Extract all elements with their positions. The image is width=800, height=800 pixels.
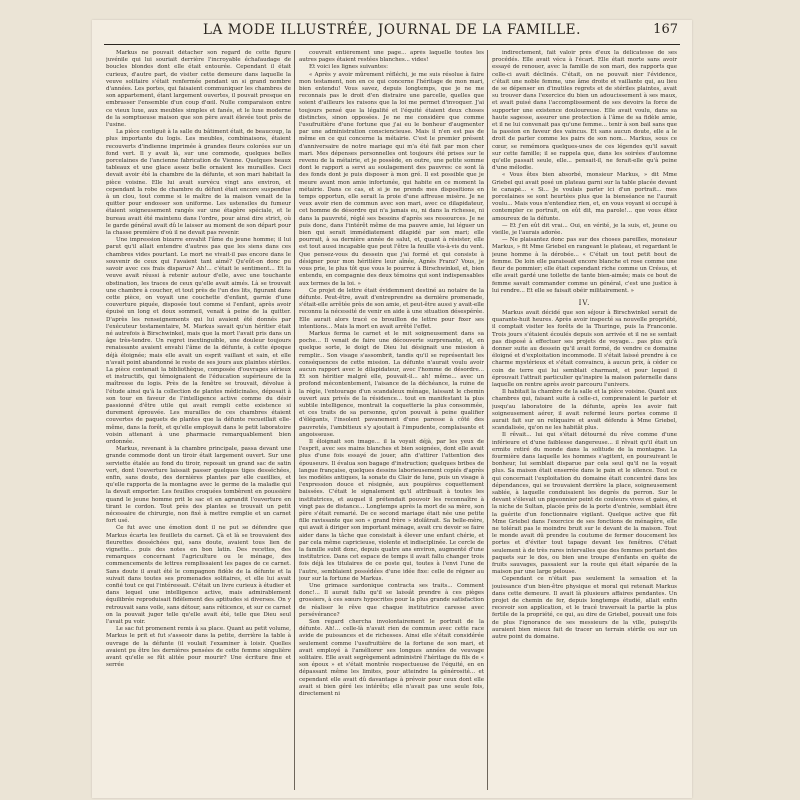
paragraph: Et voici les lignes suivantes: — [309, 64, 388, 71]
paragraph: Son regard chercha involontairement le portrait de la défunte. Ah!... celle-là n'avait rien de commun avec cette race avide de puissances et de richesses. Ainsi elle s'était considérée seulement comme l'usufruitière de la fortune de son mari, et avait employé à l'améliorer ses longues années de veuvage solitaire. Elle avait segrègement administré l'héritage du fils de « son époux » et s'était montrée respectueuse de l'équité, en en dépassant même les limites, pour atteindre la générosité... et cependant elle avait dû davantage à prévoir pour ceux dont elle avait si bien géré les intérêts; elle n'avait pas une seule fois, directement ni — [299, 619, 484, 698]
paragraph: « Après y avoir mûrement réfléchi, je me suis résolue à faire mon testament, non en ce qui concerne l'héritage de mon mari, bien entendu! Vous savez, depuis longtemps, que je ne me reconnais pas le droit d'en distraire une parcelle, quelles que soient d'ailleurs les raisons que la loi me permet d'invoquer. J'ai toujours pensé que la légalité et l'équité étaient deux choses distinctes, sinon opposées. Je ne me considère que comme l'usufruitière d'une fortune que j'ai eu le bonheur d'augmenter par une administration consciencieuse. Mais il n'en est pas de même en ce qui concerne la métairie. C'est le premier présent d'anniversaire de notre mariage qui m'a été fait par mon cher mari. Mes dépenses personnelles ont toujours été prises sur le revenu de la métairie, et je possède, en outre, une petite somme dont le rapport a servi au soulagement des pauvres: ce sont là des fonds dont je puis disposer à mon gré. Il est possible que je meure avant mon amie infortunée, qui habite en ce moment la métairie. Dans ce cas, et si je ne prends mes dispositions en temps opportun, elle serait la proie d'une affreuse misère. Je ne veux avoir rien de commun avec son mari, avec ce dilapidateur, cet homme de désordre qui n'a jamais eu, ni dans la richesse, ni dans la pauvreté, réglé ses besoins d'après ses ressources. Je ne puis donc, dans l'intérêt même de ma pauvre amie, lui léguer un bien qui serait immédiatement dilapidé par son mari; elle pourrait, à sa dernière année de salut, et, quant à résister, elle est tout aussi incapable que peut l'être la feuille vis-à-vis du vent. Que pensez-vous du dessein que j'ai formé et qui consiste à désigner pour mon héritière leur aînée, Agnès Franz? Vous, je vous prie, le plus tôt que vous le pourrez à Birschwinkel, et, bien entendu, en compagnie des deux témoins qui sont indispensables aux termes de la loi. » — [299, 71, 484, 287]
page-number: 167 — [653, 22, 678, 37]
paragraph: Une impression bizarre envahit l'âme du jeune homme; il lui parut qu'il allait entendre d'autres pas que les siens dans ces chambres vides pourtant. Le mort ne vivait-il pas encore dans le souvenir de ceux qui l'avaient tant aimé? Qu'eût-on donc pu savoir avec ces frais disparus? Ah!... c'était le sentiment... Et la veuve avait réussi à retenir autour d'elle, avec une touchante obstination, les traces de ceux qu'elle avait aimés. Là se trouvait une chambre à coucher, et tout près de l'un des lits, figurant dans cette pièce, on voyait une couchette d'enfant, garnie d'une couverture piquée, disposée tout comme si l'enfant, après avoir épuisé un long et doux sommeil, venait à peine de la quitter. D'après les renseignements qui lui avaient été donnés par l'exécuteur testamentaire, M. Markus savait qu'un héritier était né autrefois à Birschwinkel, mais que la mort l'avait pris dans un âge très-tendre. Un regret inextinguible, une douleur toujours renaissante avaient envahi l'âme de la défunte, à cette époque déjà éloignée; mais elle avait un esprit vaillant et sain, et elle n'avait point abandonné le reste de ses jours aux plaintes stériles. La pièce contenait la bibliothèque, composée d'ouvrages sérieux et instructifs, qui témoignaient de l'éducation supérieure de la maîtresse du logis. Près de la fenêtre se trouvait, dévolue à l'étude ainsi qu'à la collection de plantes médicinales, déposait à son tour en faveur de l'intelligence active comme du désir passionné d'être utile qui avait rempli cette existence si durement éprouvée. Les murailles de ces chambres étaient couvertes de paquets de plantes que la défunte recueillait elle-même, dans la forêt, et qu'elle employait dans le petit laboratoire voisin attenant à une pharmacie remarquablement bien ordonnée. — [106, 237, 291, 445]
paragraph: Markus ne pouvait détacher son regard de cette figure juvénile qui lui souriait derrière l'incroyable échafaudage de boucles blondes dont elle était entourée. Cependant il était curieux, d'autre part, de visiter cette demeure dans laquelle la veuve solitaire s'était renfermée pendant un si grand nombre d'années. Les portes, qui faisaient communiquer les chambres de son appartement, étant largement ouvertes, il pouvait presque en embrasser l'ensemble d'un coup d'œil. Nulle comparaison entre ce vieux luxe, aux meubles simples et fanés, et le luxe moderne de la somptueuse maison que son père avait élevée tout près de l'usine. — [106, 50, 291, 129]
paragraph: Markus avait décidé que son séjour à Birschwinkel serait de quarante-huit heures. Après avoir inspecté sa nouvelle propriété, il comptait visiter les forêts de la Thuringe, puis la Franconie. Trois jours s'étaient écoulés depuis son arrivée et il ne se sentait pas disposé à effectuer ses projets de voyage... pas plus qu'à donner suite au dessein qu'il avait formé, de vendre ce domaine éloigné et d'exploitation incommode. Il s'était laissé prendre à ce charme mystérieux et s'était convaincu, à aucun prix, à céder ce coin de terre qui lui semblait charmant, et pour lequel il éprouvait l'attrait particulier qu'inspire la maison paternelle dans laquelle on rentre après avoir parcouru l'univers. — [492, 309, 677, 388]
paragraph: La pièce contiguë à la salle du bâtiment était, de beaucoup, la plus importante du logis. Les meubles, combinaisons, étaient recouverts d'indienne imprimée à grandes fleurs colorées sur un fond vert. Il y avait là, sur une commode, quelques belles porcelaines de l'ancienne fabrication de Vienne. Quelques beaux tableaux et une glace assez belle ornaient les murailles. Ceci devait avoir été la chambre de la défunte, et son mari habitait la pièce voisine. Elle lui avait survécu vingt ans environ, et cependant la robe de chambre du défunt était encore suspendue à un clou, tout comme si le maître de la maison venait de la quitter pour endosser son uniforme. Les ustensiles du fumeur étaient soigneusement rangés sur une étagère spéciale, et le bureau avait été maintenu dans l'ordre, pour ainsi dire strict, où le garde général avait dû le laisser au moment de son départ pour la chasse première d'où il ne devait pas revenir. — [106, 129, 291, 237]
page-header — [92, 20, 692, 44]
paragraph: Il rêvait... lui qui s'était détourné du rêve comme d'une inférieure et d'une faiblesse dangereuse... il rêvait qu'il était un ermite retiré du monde dans la solitude de la montagne. La fourmière dans laquelle les hommes s'agitent, en poursuivant le bonheur, lui semblait disparue par cela seul qu'il ne la voyait plus. Sa maison était enserrée dans le pain et le silence. Tout ce qui concernait l'exploitation du domaine était concentré dans les dépendances, qui se trouvaient derrière la place, soigneusement sablée, à laquelle conduisaient les degrés du perron. Sur le devant s'élevait un pigeonnier peint de couleurs vives et gaies, et la niche de Sultan, placée près de la porte d'entrée, semblait être la guérite d'un fonctionnaire vigilant. Quelque active que fût Mme Griebel dans l'exercice de ses fonctions de ménagère, elle ne tolérait pas le moindre bruit sur le devant de la maison. Tout le monde avait dû prendre la coutume de fermer doucement les portes et d'éviter tout tapage devant les fenêtres. C'était seulement à de très rares intervalles que des femmes portant des paquets sur le dos, ou bien une troupe d'enfants en quête de fruits sauvages, passaient sur la route qui était séparée de la maison par une large pelouse. — [492, 432, 677, 576]
paragraph: Une grimace sardonique contracta ses traits... Comment donc!... Il aurait fallu qu'il se laissât prendre à ces pièges grossiers, à ces sœurs hypocrites pour la plus grande satisfaction de réaliser le rêve que chaque institutrice caresse avec persévérance? — [299, 583, 484, 618]
paragraph: — Et j'en eût dit vrai... Oui, en vérité, je la suis, et, jeune ou vieille, je l'aurais adorée. — [492, 222, 677, 237]
paragraph: — Ne plaisantez donc pas sur des choses pareilles, monsieur Markus, » fit Mme Griebel en rangeant le plateau, et regardant le jeune homme à la dérobée... « C'était un tout petit bout de femme. De loin elle paraissait encore blanche et rose comme une fleur de pommier; elle était cependant riche comme un Crésus, et elle avait gardé une toilette de tante bien-aimée; mais ce bout de femme savait commander comme un général, c'est une justice à lui rendre... Et elle se faisait obéir militairement. » — [492, 237, 677, 294]
text-column-3 — [492, 50, 677, 790]
paragraph: Markus ferma le carnet et le mit soigneusement dans sa poche... Il venait de faire une découverte surprenante, et, en quelque sorte, le doigt de Dieu lui désignait une mission à remplir... Son visage s'assombrit, tandis qu'il se représentait les conséquences de cette mission. La défunte n'aurait voulu avoir aucun rapport avec le dilapidateur, avec l'homme de désordre... Et son héritier malgré elle, pouvait-il... ah! même... avec un profond mécontentement, l'aisance de la déchéance, la ruine de la régie, l'entourage d'un scandaleux ménage, laissant le chemin ouvert aux privés de la résidence... tout en manifestant la plus subtile intelligence, montrait la coquetterie la plus consommée, et ces traits de sa personne, qu'on pouvait à peine qualifier d'élégants, l'insolent pavanement d'une paresse à côté des pauvretés, l'ambitieux s'y ajoutait à l'impudente, complaisante et angoisseuse. — [299, 330, 484, 438]
column-divider — [294, 50, 295, 790]
paragraph: Ce fut avec une émotion dont il ne put se défendre que Markus écarta les feuillets du carnet. Çà et là se trouvaient des fleurettes desséchées qui, sans doute, avaient tous lien de vignette... puis des notes en bon latin. Des recettes, des remarques concernant l'agriculture ou le ménage, des commencements de lettres remplissaient les pages de ce carnet. Sans doute il avait été le compagnon fidèle de la défunte et la suivait dans toutes ses promenades solitaires, et elle lui avait confié tout ce qui l'intéressait. C'était un livre curieux à étudier et dans lequel une intelligence active, mais admirablement équilibrée reproduisait fidèlement des aptitudes si diverses. On y retrouvait sans voile, sans détour, sans réticence, et sur ce carnet on la pouvait juger telle qu'elle avait été, telle que Dieu seul l'avait pu voir. — [106, 525, 291, 626]
paragraph: Ce projet de lettre était évidemment destiné au notaire de la défunte. Peut-être, avait d'entreprendre sa dernière promenade, s'était-elle arrêtée près de son amie, et peut-être aussi y avait-elle reconnu la nécessité de venir en aide à une situation désespérée. Elle aurait alors tracé ce brouillon de lettre pour fixer ses intentions... Mais la mort en avait arrêté l'effet. — [299, 287, 484, 330]
column-divider — [487, 50, 488, 790]
paragraph: couvrait entièrement une page... après laquelle toutes les autres pages étaient restées blanches... vides! — [299, 50, 484, 64]
header-rule — [104, 44, 680, 45]
paragraph: Il éloignait son image... il la voyait déjà, par les yeux de l'esprit, avec ses mains blanches et bien soignées, dont elle avait plus d'une fois essayé de jouer, afin d'attirer l'attention des épouseurs. Il évalua son bagage d'instruction; quelques bribes de langue française, quelques dessins laborieusement copiés d'après les modèles antiques, la sonate du Clair de lune, puis un visage à l'expression douce et résignée, aux poupières coquettement baissées. C'était le signalement qu'il attribuait à toutes les institutrices, et auquel il prétendait pouvoir les reconnaître à vingt pas de distance... Longtemps après la mort de sa mère, son père s'était remarié. De ce second mariage était née une petite fille ravissante que son « grand frère » idolâtrait. Sa belle-mère, qui avait à diriger son important ménage, avait cru devoir se faire aider dans la tâche que consistait à élever une enfant chérie, et par cela même capricieuse, violente et indisciplinée. Le cercle de la famille subit donc, depuis quatre ans environ, augmenté d'une institutrice. Dans cet espace de temps il avait fallu changer trois fois déjà les titulaires de ce poste qui, toutes à l'envi l'une de l'autre, semblaient possédées d'une idée fixe: celle de régner au jour sur la fortune de Markus. — [299, 438, 484, 582]
paragraph: Il habitait la chambre de la salle et la pièce voisine. Quant aux chambres qui, faisant suite à celle-ci, comprenaient le parloir et jusqu'au laboratoire de la défunte, après les avoir fait soigneusement aérer, il avait refermé leurs portes comme il aurait fait sur un reliquaire et avait défendu à Mme Griebel, scandalisée, qu'on ne les habitât plus. — [492, 389, 677, 432]
paragraph: Le sac fut promenent remis à sa place. Quant au petit volume, Markus le prit et fut s'asseoir dans la petite, derrière la table à ouvrage de la défunte (il voulait l'examiner à loisir. Quelles avaient pu être les dernières pensées de cette femme singulière avant qu'elle se fût alitée pour mourir? Une écriture fine et serrée — [106, 626, 291, 669]
text-column-2 — [299, 50, 484, 790]
section-heading: IV. — [578, 298, 591, 307]
journal-page — [92, 20, 692, 798]
text-column-1 — [106, 50, 291, 790]
journal-title: LA MODE ILLUSTRÉE, JOURNAL DE LA FAMILLE. — [202, 22, 582, 38]
paragraph: Markus, revenant à la chambre principale, passa devant une grande commode dont un tiroir était largement ouvert. Sur une serviette étalée au fond du tiroir, reposait un grand sac de satin vert, dont l'ouverture laissait passer quelques tiges desséchées, enfin, sans doute, des dernières plantes par elle cueillies, et qu'elle rapporta de la montagne avec le germe de la maladie qui la devait emporter. Les feuilles croquées tombèrent en poussière quand le jeune homme prit le sac et en agrandit l'ouverture en tirant le cordon. Tout près des plantes se trouvait un petit nécessaire de chirurgie, non fixé à mettre remplie et un carnet fort usé. — [106, 446, 291, 525]
paragraph: indirectement, fait valoir près d'eux la délicatesse de ses procédés. Elle avait vécu à l'écart. Elle était morte sans avoir essayé de renouer, avec la famille de son mari, des rapports que celle-ci avait déclinés. C'était, on ne pouvait nier l'évidence, c'était une noble femme, une âme droite et vaillante qui, au lieu de se dépenser en d'inutiles regrets et de stériles plaintes, avait su trouver dans l'exercice du bien un adoucissement à ses maux, et avait puisé dans l'accomplissement de ses devoirs la force de supporter une existence douloureuse. Elle avait voulu, dans sa haute sagesse, assurer une protection à l'âme de sa fidèle amie, et il ne lui convenait pas qu'une femme... tenir à son bail sans que la passion en faveur des vaincus. Et sans aucun doute, elle a le droit de parler comme les pairs de son nom... Markus, sous ce cœur, se remémora quelques-unes de ces légendes qu'il savait sur cette famille; il se rappela que, dans les soirées d'automne qu'elle passait seule, elle... pensait-il, ne ferait-elle qu'à peine d'une mélodie. — [492, 50, 677, 172]
paragraph: « Vous êtes bien absorbé, monsieur Markus, » dit Mme Griebel qui avait posé un plateau garni sur la table placée devant le canapé... « Si... Je voulais parler ici d'un portrait... mes porcelaines se sont heurtées plus que la bienséance ne l'aurait voulu... Mais vous n'entendiez rien, et, en vous voyant si occupé à contempler ce portrait, on eût dit, ma parole!... que vous étiez amoureux de la défunte. — [492, 172, 677, 222]
paragraph: Cependant ce n'était pas seulement la sensation et la jouissance d'un bien-être physique et moral qui retenait Markus dans cette demeure. Il avait là plusieurs affaires pendantes. Un projet de chemin de fer, depuis longtemps étudié, allait enfin recevoir son application, et le tracé traversait la partie la plus fertile de la propriété, ce qui, au dire de Griebel, pouvait une fois de plus l'ignorance de ses messieurs de la ville, puisqu'ils auraient bien mieux fait de tracer un terrain stérile ou sur un autre point du domaine. — [492, 576, 677, 641]
